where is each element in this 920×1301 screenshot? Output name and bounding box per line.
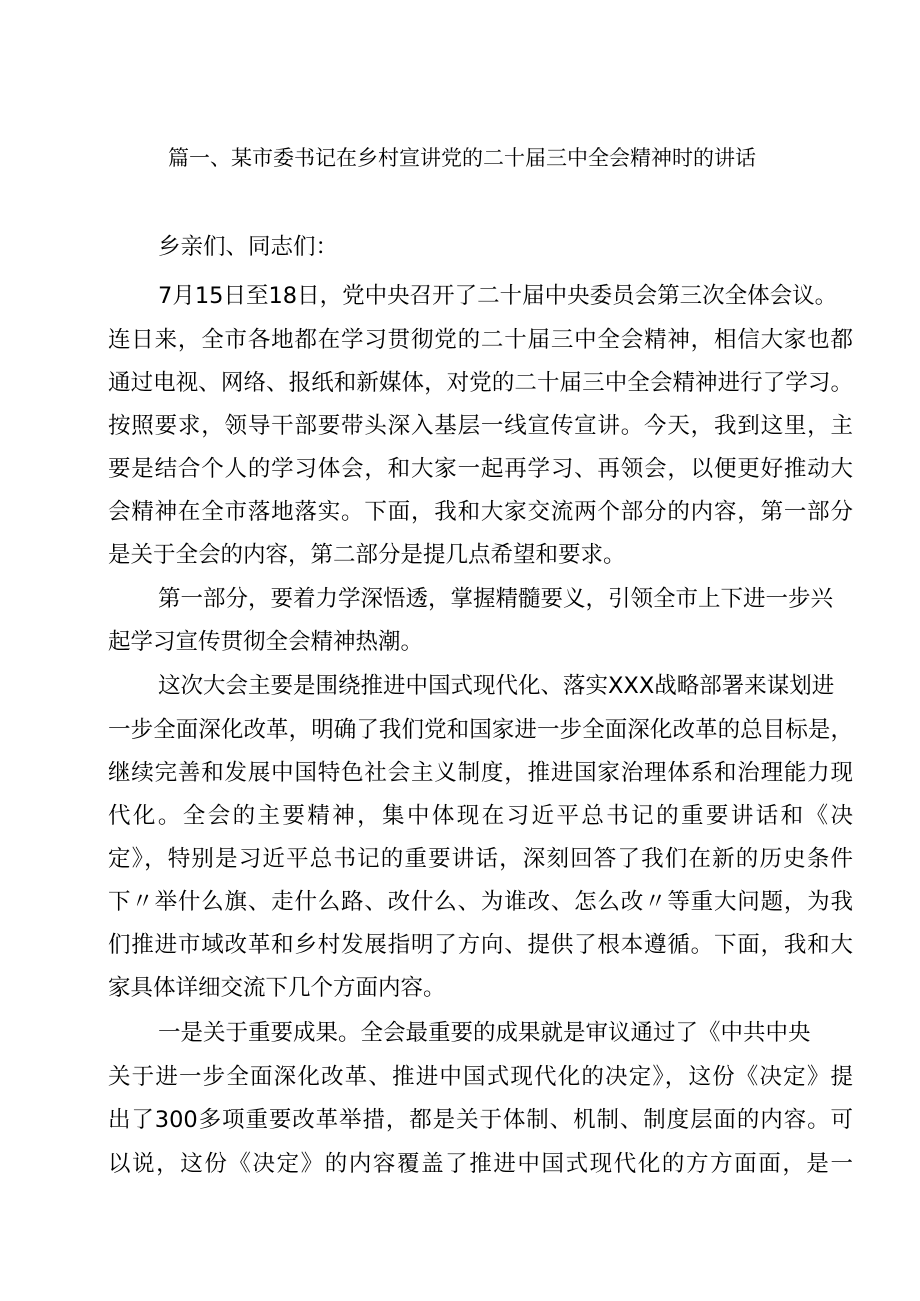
paragraph-line: 继续完善和发展中国特色社会主义制度，推进国家治理体系和治理能力现: [108, 760, 853, 786]
paragraph-line: 这次大会主要是围绕推进中国式现代化、落实XXX战略部署来谋划进: [158, 673, 835, 699]
paragraph-line: 关于进一步全面深化改革、推进中国式现代化的决定》，这份《决定》提: [108, 1064, 853, 1090]
paragraph-line: 代化。全会的主要精神，集中体现在习近平总书记的重要讲话和《决: [108, 803, 853, 829]
paragraph-line: 一步全面深化改革，明确了我们党和国家进一步全面深化改革的总目标是，: [108, 717, 853, 743]
paragraph-line: 出了300多项重要改革举措，都是关于体制、机制、制度层面的内容。可: [108, 1107, 853, 1133]
paragraph-line: 连日来，全市各地都在学习贯彻党的二十届三中全会精神，相信大家也都: [108, 327, 853, 353]
salutation: 乡亲们、同志们：: [158, 234, 339, 260]
paragraph-line: 会精神在全市落地落实。下面，我和大家交流两个部分的内容，第一部分: [108, 499, 853, 525]
paragraph-line: 起学习宣传贯彻全会精神热潮。: [108, 629, 424, 655]
document-title: 篇一、某市委书记在乡村宣讲党的二十届三中全会精神时的讲话: [168, 146, 756, 170]
paragraph-line: 们推进市域改革和乡村发展指明了方向、提供了根本遵循。下面，我和大: [108, 932, 853, 958]
paragraph-line: 下〃举什么旗、走什么路、改什么、为谁改、怎么改〃等重大问题，为我: [108, 889, 853, 915]
paragraph-line: 按照要求，领导干部要带头深入基层一线宣传宣讲。今天，我到这里，主: [108, 413, 853, 439]
paragraph-line: 定》，特别是习近平总书记的重要讲话，深刻回答了我们在新的历史条件: [108, 846, 853, 872]
paragraph-line: 家具体详细交流下几个方面内容。: [108, 975, 446, 1001]
paragraph-line: 以说，这份《决定》的内容覆盖了推进中国式现代化的方方面面，是一: [108, 1151, 853, 1177]
paragraph-line: 是关于全会的内容，第二部分是提几点希望和要求。: [108, 542, 626, 568]
paragraph-line: 一是关于重要成果。全会最重要的成果就是审议通过了《中共中央: [158, 1020, 811, 1046]
paragraph-line: 7月15日至18日，党中央召开了二十届中央委员会第三次全体会议。: [158, 283, 838, 309]
paragraph-line: 通过电视、网络、报纸和新媒体，对党的二十届三中全会精神进行了学习。: [108, 370, 853, 396]
paragraph-line: 要是结合个人的学习体会，和大家一起再学习、再领会，以便更好推动大: [108, 456, 853, 482]
paragraph-line: 第一部分，要着力学深悟透，掌握精髓要义，引领全市上下进一步兴: [158, 586, 834, 612]
